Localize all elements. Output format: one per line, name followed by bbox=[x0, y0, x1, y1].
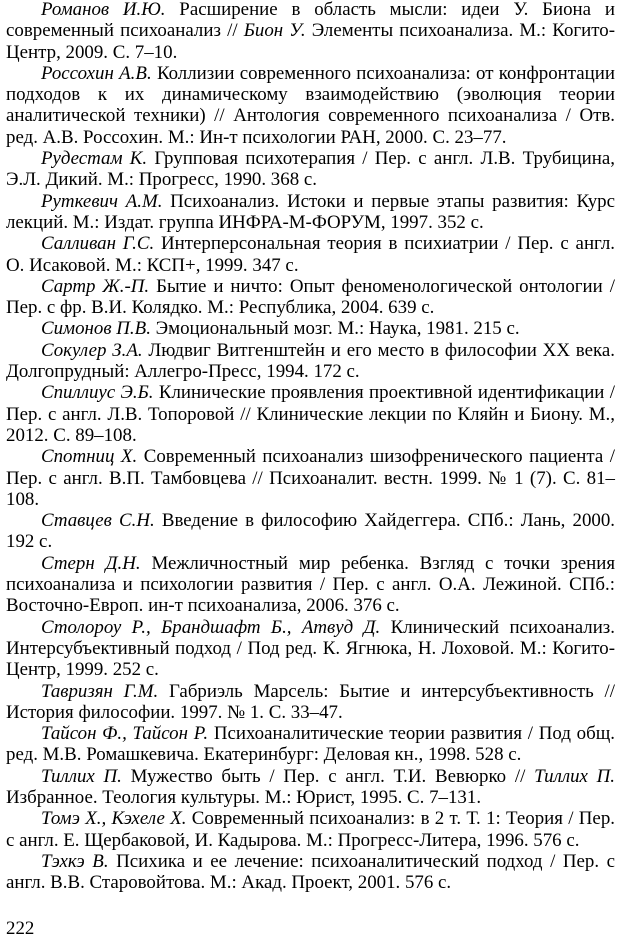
bibliography-entry bbox=[6, 446, 615, 510]
bibliography-entry bbox=[6, 510, 615, 553]
entry-text-secondary: Избранное. Теология культуры. М.: Юрист, 1995. С. 7–131. bbox=[6, 786, 482, 808]
entry-text: Психика и ее лечение: психоаналитический подход / Пер. с англ. В.В. Старовойтова. М.: Акад. Проект, 2001. 576 с. bbox=[6, 850, 615, 894]
bibliography-entry bbox=[6, 233, 615, 276]
entry-text: Клинические проявления проективной идентификации / Пер. с англ. Л.В. Топоровой // Клинические лекции по Кляйн и Биону. М., 2012. С. 89–108. bbox=[6, 382, 616, 446]
bibliography-entry bbox=[6, 148, 615, 191]
bibliography-entry bbox=[6, 276, 615, 319]
entry-text: Психоанализ. Истоки и первые этапы развития: Курс лекций. М.: Издат. группа ИНФРА-М-ФОРУМ, 1997. 352 с. bbox=[6, 190, 615, 233]
entry-author-secondary: Тиллих П. bbox=[534, 765, 616, 787]
entry-text: Современный психоанализ: в 2 т. Т. 1: Теория / Пер. с англ. Е. Щербаковой, И. Кадырова. М.: Прогресс-Литера, 1996. 576 с. bbox=[6, 808, 615, 851]
entry-author: Стерн Д.Н. bbox=[41, 552, 141, 574]
bibliography-entry bbox=[6, 0, 615, 63]
entry-text: Расширение в область мысли: идеи У. Биона и современный психоанализ // bbox=[6, 0, 615, 42]
bibliography-entry bbox=[6, 617, 615, 681]
entry-text: Мужество быть / Пер. с англ. Т.И. Вевюрко // bbox=[121, 765, 535, 787]
entry-text: Межличностный мир ребенка. Взгляд с точки зрения психоанализа и психологии развития / Пер. с англ. О.А. Лежиной. СПб.: Восточно-Европ. ин-т психоанализа, 2006. 376 с. bbox=[6, 552, 616, 617]
bibliography-entry bbox=[6, 318, 615, 339]
bibliography-entry bbox=[6, 191, 615, 234]
bibliography-list bbox=[6, 0, 615, 893]
entry-author: Сартр Ж.-П. bbox=[41, 275, 150, 297]
entry-author: Тиллих П. bbox=[41, 765, 122, 787]
bibliography-entry bbox=[6, 681, 615, 724]
entry-author: Симонов П.В. bbox=[41, 318, 151, 340]
entry-text: Коллизии современного психоанализа: от конфронтации подходов к их динамическому взаимодействию (эволюция теории аналитической техники) // Антология современного психоанализа / Отв. ред. А.В. Россохин. М.: Ин-т психологии РАН, 2000. С. 23–77. bbox=[6, 62, 615, 148]
entry-author: Тэхкэ В. bbox=[41, 850, 109, 872]
entry-author: Россохин А.В. bbox=[41, 62, 152, 84]
bibliography-entry bbox=[6, 382, 615, 446]
entry-author: Сокулер З.А. bbox=[41, 339, 143, 361]
entry-author: Тайсон Ф., Тайсон Р. bbox=[41, 723, 209, 745]
entry-author-secondary: Бион У. bbox=[243, 20, 306, 42]
entry-text: Введение в философию Хайдеггера. СПб.: Лань, 2000. 192 с. bbox=[6, 510, 615, 553]
bibliography-entry bbox=[6, 340, 615, 383]
bibliography-entry bbox=[6, 723, 615, 766]
entry-author: Спиллиус Э.Б. bbox=[41, 382, 154, 404]
entry-author: Тавризян Г.М. bbox=[41, 680, 159, 702]
bibliography-entry bbox=[6, 766, 615, 809]
entry-text: Бытие и ничто: Опыт феноменологической онтологии / Пер. с фр. В.И. Колядко. М.: Республика, 2004. 639 с. bbox=[6, 275, 615, 319]
entry-text: Габриэль Марсель: Бытие и интерсубъективность // История философии. 1997. № 1. С. 33–47. bbox=[6, 680, 615, 723]
page-number: 222 bbox=[6, 918, 35, 939]
entry-author: Руткевич А.М. bbox=[41, 190, 163, 212]
bibliography-entry bbox=[6, 63, 615, 148]
entry-text: Эмоциональный мозг. М.: Наука, 1981. 215 с. bbox=[150, 318, 520, 340]
bibliography-entry bbox=[6, 808, 615, 851]
entry-text: Современный психоанализ шизофренического пациента / Пер. с англ. В.П. Тамбовцева // Психоаналит. вестн. 1999. № 1 (7). С. 81–108. bbox=[6, 446, 615, 510]
entry-text: Клинический психоанализ. Интерсубъективный подход / Под ред. К. Ягнюка, Н. Лоховой. М.: Когито-Центр, 1999. 252 с. bbox=[6, 616, 615, 681]
entry-author: Томэ Х., Кэхеле Х. bbox=[41, 808, 187, 830]
entry-text: Людвиг Витгенштейн и его место в философии XX века. Долгопрудный: Аллегро-Пресс, 1994. 172 с. bbox=[6, 339, 615, 383]
entry-text: Групповая психотерапия / Пер. с англ. Л.В. Трубицина, Э.Л. Дикий. М.: Прогресс, 1990. 368 с. bbox=[6, 148, 616, 191]
bibliography-entry bbox=[6, 851, 615, 894]
entry-author: Столороу Р., Брандшафт Б., Атвуд Д. bbox=[41, 616, 381, 638]
entry-author: Спотниц Х. bbox=[41, 446, 138, 468]
entry-text-secondary: Элементы психоанализа. М.: Когито-Центр, 2009. С. 7–10. bbox=[6, 20, 616, 63]
entry-author: Рудестам К. bbox=[41, 148, 148, 170]
entry-text: Интерперсональная теория в психиатрии / Пер. с англ. О. Исаковой. М.: КСП+, 1999. 347 с. bbox=[6, 233, 615, 276]
entry-author: Салливан Г.С. bbox=[41, 233, 155, 255]
bibliography-entry bbox=[6, 553, 615, 617]
entry-author: Ставцев С.Н. bbox=[41, 510, 155, 532]
entry-author: Романов И.Ю. bbox=[41, 0, 166, 20]
entry-text: Психоаналитические теории развития / Под общ. ред. М.В. Ромашкевича. Екатеринбург: Деловая кн., 1998. 528 с. bbox=[6, 723, 615, 766]
